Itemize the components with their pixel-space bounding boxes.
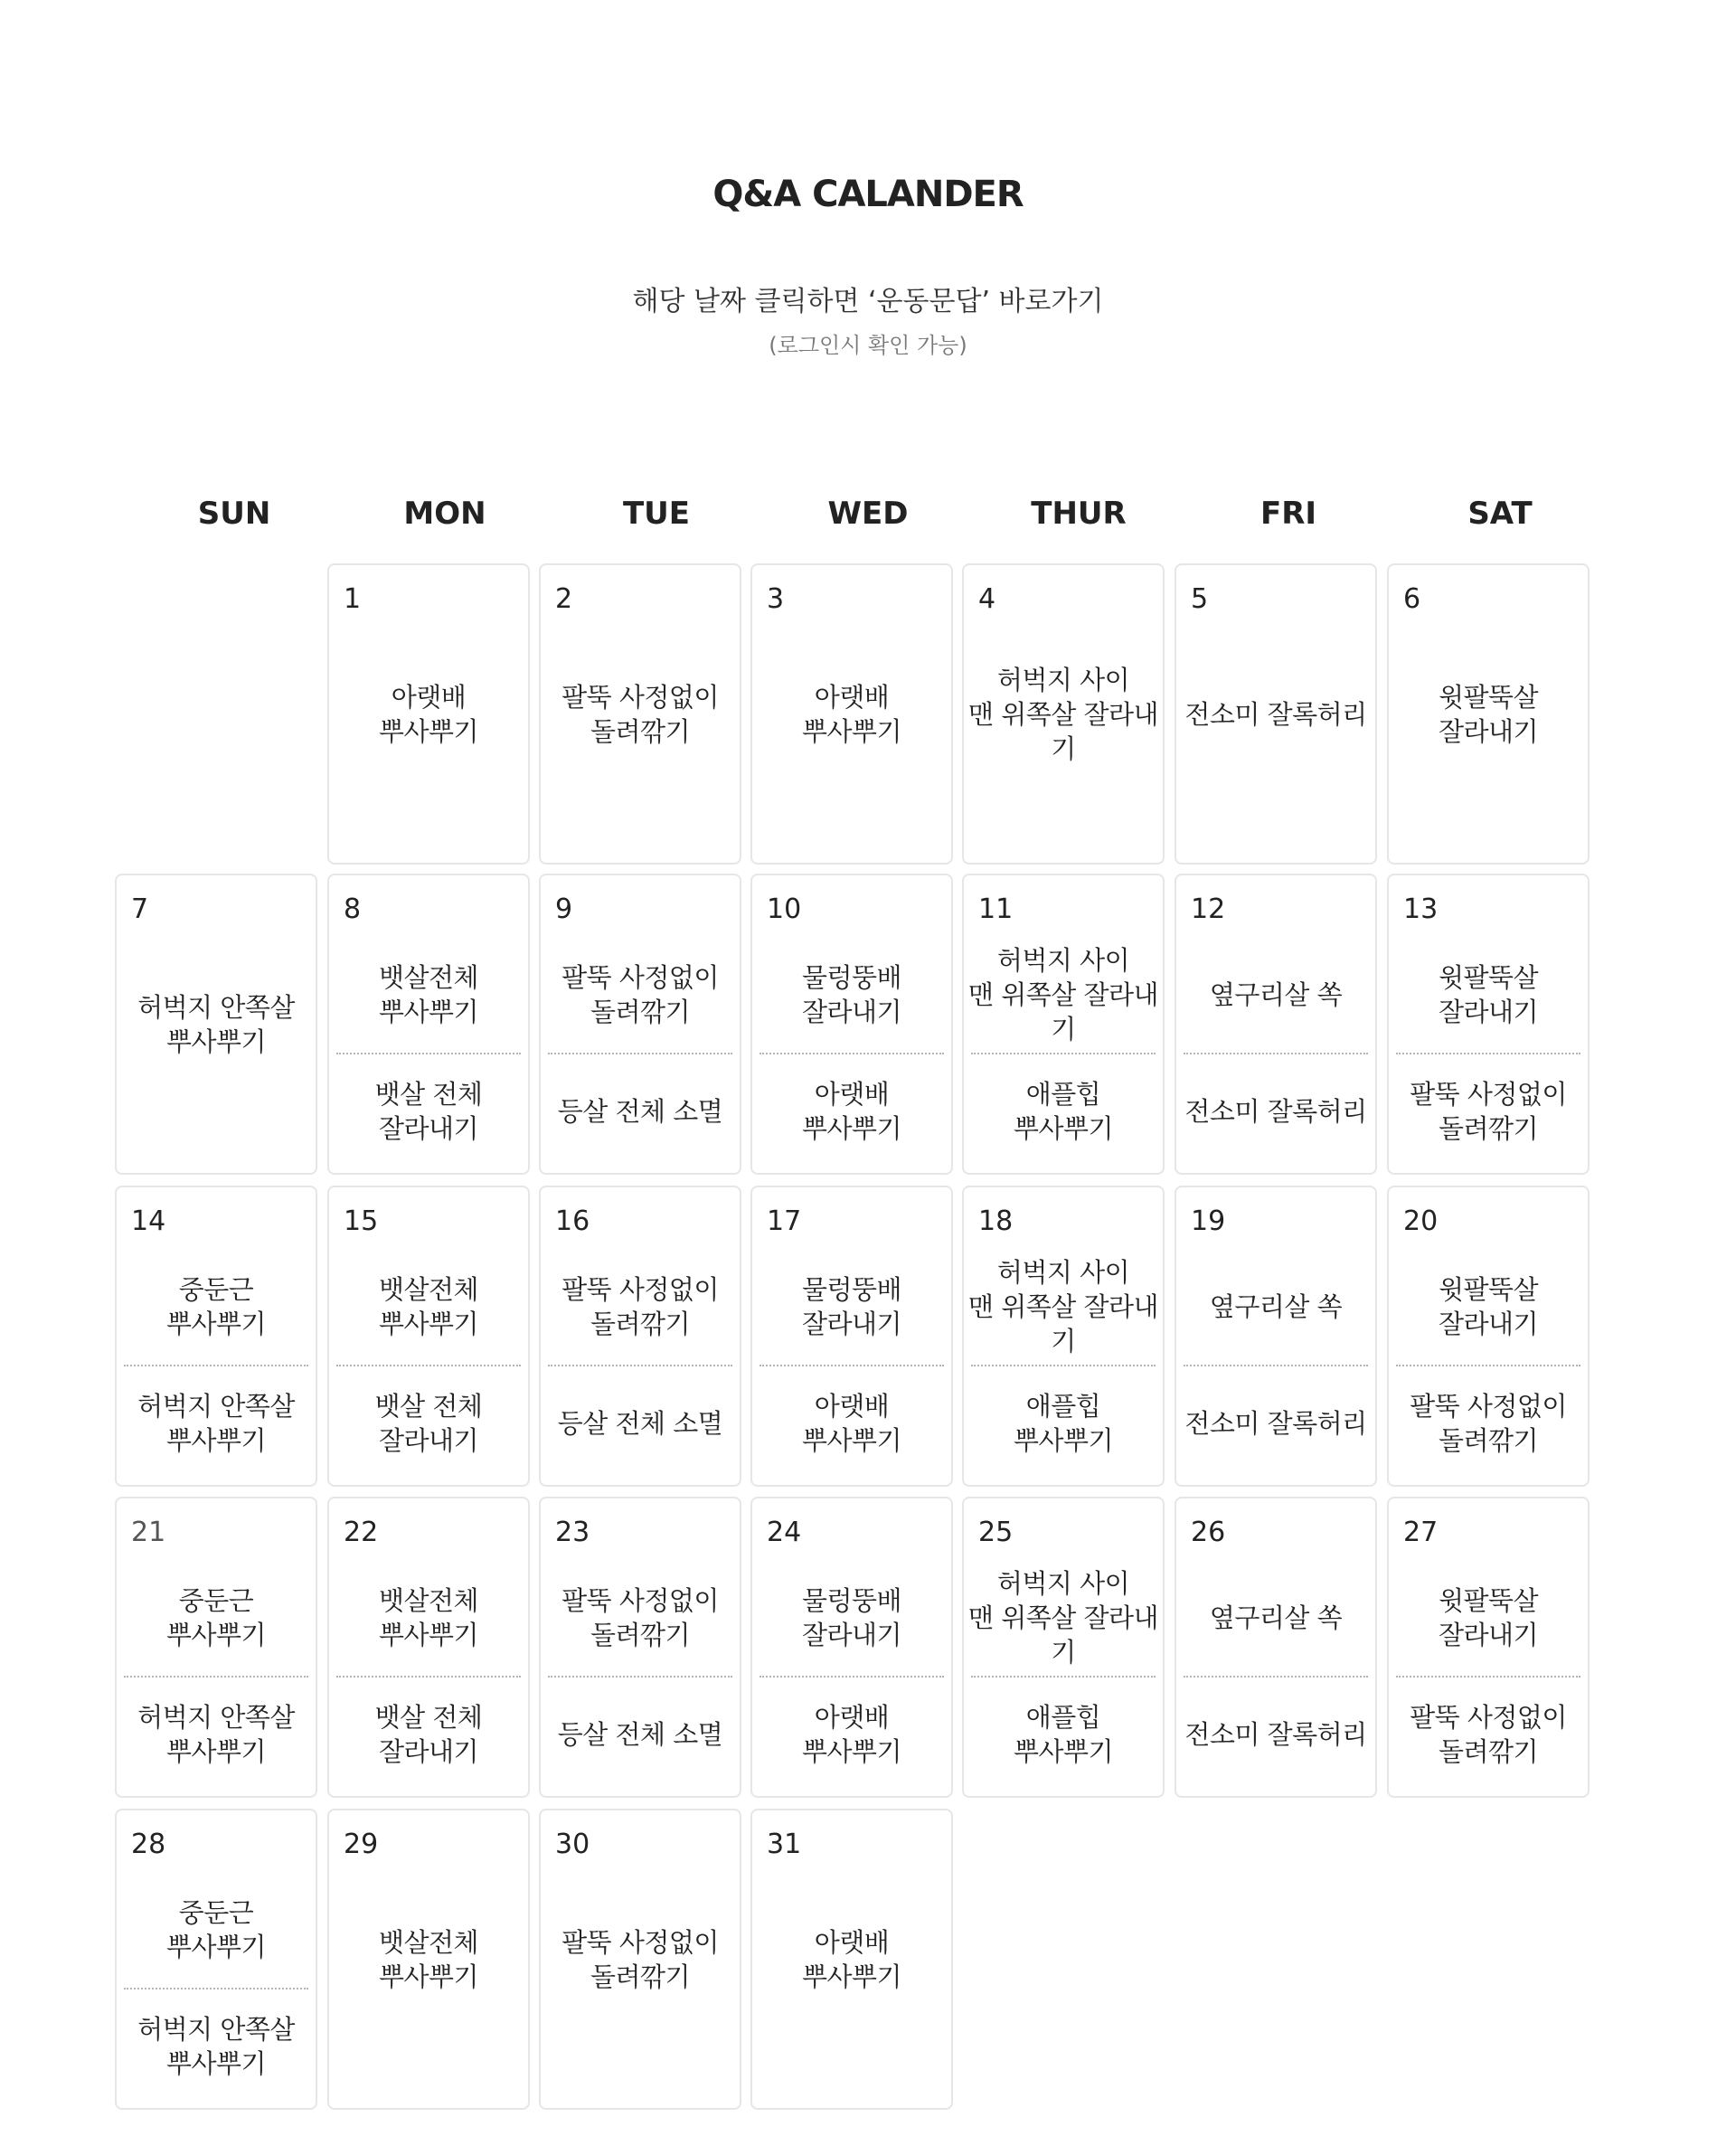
exercise-entry-bottom[interactable]: 아랫배 뿌사뿌기 bbox=[801, 1391, 902, 1456]
exercise-entry-bottom[interactable]: 등살 전체 소멸 bbox=[557, 1408, 723, 1439]
page-title: Q&A CALANDER bbox=[712, 174, 1024, 215]
exercise-entry-bottom[interactable]: 등살 전체 소멸 bbox=[557, 1096, 723, 1127]
date-number: 22 bbox=[344, 1517, 379, 1548]
date-number: 1 bbox=[344, 583, 362, 615]
day-cell-19[interactable] bbox=[1175, 1186, 1377, 1487]
day-cell-20[interactable] bbox=[1387, 1186, 1590, 1487]
entry-divider bbox=[1396, 1676, 1580, 1678]
exercise-entry-top[interactable]: 물렁뚱배 잘라내기 bbox=[801, 962, 902, 1027]
date-number: 5 bbox=[1191, 583, 1209, 615]
entry-divider bbox=[971, 1053, 1156, 1054]
entry-divider bbox=[1396, 1365, 1580, 1366]
exercise-entry-bottom[interactable]: 뱃살 전체 잘라내기 bbox=[374, 1079, 483, 1144]
weekday-fri: FRI bbox=[1260, 496, 1317, 532]
page-subtitle: 해당 날짜 클릭하면 ‘운동문답’ 바로가기 bbox=[632, 286, 1104, 317]
entry-divider bbox=[1396, 1053, 1580, 1054]
exercise-entry-bottom[interactable]: 팔뚝 사정없이 돌려깎기 bbox=[1410, 1702, 1567, 1767]
date-number: 12 bbox=[1191, 893, 1226, 925]
date-number: 30 bbox=[555, 1829, 590, 1860]
exercise-entry-top[interactable]: 허벅지 사이 맨 위쪽살 잘라내기 bbox=[967, 1568, 1159, 1668]
date-number: 3 bbox=[767, 583, 785, 615]
exercise-entry[interactable]: 아랫배 뿌사뿌기 bbox=[801, 681, 902, 747]
exercise-entry-top[interactable]: 윗팔뚝살 잘라내기 bbox=[1438, 1585, 1539, 1650]
date-number: 28 bbox=[131, 1829, 166, 1860]
exercise-entry-top[interactable]: 중둔근 뿌사뿌기 bbox=[165, 1897, 267, 1962]
weekday-thur: THUR bbox=[1031, 496, 1127, 532]
day-cell-2[interactable] bbox=[539, 563, 741, 865]
exercise-entry-top[interactable]: 중둔근 뿌사뿌기 bbox=[165, 1585, 267, 1650]
day-cell-13[interactable] bbox=[1387, 874, 1590, 1175]
exercise-entry-top[interactable]: 뱃살전체 뿌사뿌기 bbox=[378, 962, 479, 1027]
date-number: 14 bbox=[131, 1205, 166, 1237]
entry-divider bbox=[336, 1365, 521, 1366]
entry-divider bbox=[1184, 1365, 1368, 1366]
exercise-entry[interactable]: 허벅지 사이 맨 위쪽살 잘라내기 bbox=[967, 664, 1159, 764]
exercise-entry-top[interactable]: 옆구리살 쏙 bbox=[1209, 1291, 1343, 1322]
exercise-entry-bottom[interactable]: 애플힙 뿌사뿌기 bbox=[1013, 1702, 1114, 1767]
day-cell-9[interactable] bbox=[539, 874, 741, 1175]
date-number: 10 bbox=[767, 893, 802, 925]
exercise-entry[interactable]: 전소미 잘록허리 bbox=[1184, 698, 1367, 730]
date-number: 19 bbox=[1191, 1205, 1226, 1237]
date-number: 9 bbox=[555, 893, 573, 925]
day-cell-17[interactable] bbox=[750, 1186, 953, 1487]
exercise-entry-bottom[interactable]: 전소미 잘록허리 bbox=[1184, 1096, 1367, 1127]
weekday-mon: MON bbox=[403, 496, 486, 532]
day-cell-18[interactable] bbox=[962, 1186, 1165, 1487]
day-cell-23[interactable] bbox=[539, 1497, 741, 1798]
day-cell-14[interactable] bbox=[115, 1186, 317, 1487]
exercise-entry-bottom[interactable]: 허벅지 안쪽살 뿌사뿌기 bbox=[137, 1391, 295, 1456]
exercise-entry-bottom[interactable]: 애플힙 뿌사뿌기 bbox=[1013, 1079, 1114, 1144]
exercise-entry[interactable]: 팔뚝 사정없이 돌려깎기 bbox=[561, 1926, 719, 1992]
date-number: 20 bbox=[1403, 1205, 1439, 1237]
weekday-sat: SAT bbox=[1467, 496, 1533, 532]
date-number: 21 bbox=[131, 1517, 166, 1548]
date-number: 31 bbox=[767, 1829, 802, 1860]
exercise-entry-bottom[interactable]: 허벅지 안쪽살 뿌사뿌기 bbox=[137, 1702, 295, 1767]
exercise-entry[interactable]: 뱃살전체 뿌사뿌기 bbox=[378, 1926, 479, 1992]
weekday-sun: SUN bbox=[197, 496, 271, 532]
day-cell-28[interactable] bbox=[115, 1809, 317, 2110]
exercise-entry[interactable]: 아랫배 뿌사뿌기 bbox=[378, 681, 479, 747]
day-cell-3[interactable] bbox=[750, 563, 953, 865]
entry-divider bbox=[760, 1365, 944, 1366]
date-number: 4 bbox=[978, 583, 996, 615]
exercise-entry-top[interactable]: 윗팔뚝살 잘라내기 bbox=[1438, 962, 1539, 1027]
weekday-wed: WED bbox=[827, 496, 909, 532]
day-cell-27[interactable] bbox=[1387, 1497, 1590, 1798]
weekday-tue: TUE bbox=[622, 496, 691, 532]
date-number: 27 bbox=[1403, 1517, 1439, 1548]
entry-divider bbox=[336, 1676, 521, 1678]
date-number: 8 bbox=[344, 893, 362, 925]
exercise-entry-bottom[interactable]: 등살 전체 소멸 bbox=[557, 1719, 723, 1750]
exercise-entry-top[interactable]: 물렁뚱배 잘라내기 bbox=[801, 1585, 902, 1650]
entry-divider bbox=[548, 1676, 732, 1678]
date-number: 26 bbox=[1191, 1517, 1226, 1548]
date-number: 7 bbox=[131, 893, 149, 925]
day-cell-26[interactable] bbox=[1175, 1497, 1377, 1798]
entry-divider bbox=[971, 1365, 1156, 1366]
exercise-entry-bottom[interactable]: 뱃살 전체 잘라내기 bbox=[374, 1702, 483, 1767]
day-cell-25[interactable] bbox=[962, 1497, 1165, 1798]
day-cell-22[interactable] bbox=[327, 1497, 530, 1798]
date-number: 15 bbox=[344, 1205, 379, 1237]
date-number: 18 bbox=[978, 1205, 1014, 1237]
exercise-entry[interactable]: 팔뚝 사정없이 돌려깎기 bbox=[561, 681, 719, 747]
exercise-entry-bottom[interactable]: 허벅지 안쪽살 뿌사뿌기 bbox=[137, 2014, 295, 2079]
entry-divider bbox=[336, 1053, 521, 1054]
entry-divider bbox=[548, 1053, 732, 1054]
date-number: 13 bbox=[1403, 893, 1439, 925]
exercise-entry-bottom[interactable]: 뱃살 전체 잘라내기 bbox=[374, 1391, 483, 1456]
login-note: (로그인시 확인 가능) bbox=[769, 333, 967, 358]
exercise-entry-top[interactable]: 중둔근 뿌사뿌기 bbox=[165, 1274, 267, 1339]
entry-divider bbox=[760, 1053, 944, 1054]
entry-divider bbox=[124, 1365, 308, 1366]
date-number: 6 bbox=[1403, 583, 1421, 615]
date-number: 25 bbox=[978, 1517, 1014, 1548]
day-cell-10[interactable] bbox=[750, 874, 953, 1175]
exercise-entry-top[interactable]: 윗팔뚝살 잘라내기 bbox=[1438, 1274, 1539, 1339]
exercise-entry-bottom[interactable]: 전소미 잘록허리 bbox=[1184, 1719, 1367, 1750]
entry-divider bbox=[1184, 1676, 1368, 1678]
day-cell-15[interactable] bbox=[327, 1186, 530, 1487]
exercise-entry-top[interactable]: 뱃살전체 뿌사뿌기 bbox=[378, 1585, 479, 1650]
exercise-entry-bottom[interactable]: 애플힙 뿌사뿌기 bbox=[1013, 1391, 1114, 1456]
day-cell-8[interactable] bbox=[327, 874, 530, 1175]
day-cell-31[interactable] bbox=[750, 1809, 953, 2110]
day-cell-6[interactable] bbox=[1387, 563, 1590, 865]
exercise-entry-top[interactable]: 옆구리살 쏙 bbox=[1209, 1602, 1343, 1633]
day-cell-16[interactable] bbox=[539, 1186, 741, 1487]
exercise-entry-bottom[interactable]: 아랫배 뿌사뿌기 bbox=[801, 1702, 902, 1767]
day-cell-7[interactable] bbox=[115, 874, 317, 1175]
date-number: 23 bbox=[555, 1517, 590, 1548]
exercise-entry-top[interactable]: 팔뚝 사정없이 돌려깎기 bbox=[561, 1585, 719, 1650]
exercise-entry-bottom[interactable]: 팔뚝 사정없이 돌려깎기 bbox=[1410, 1079, 1567, 1144]
entry-divider bbox=[971, 1676, 1156, 1678]
exercise-entry-top[interactable]: 물렁뚱배 잘라내기 bbox=[801, 1274, 902, 1339]
entry-divider bbox=[548, 1365, 732, 1366]
date-number: 11 bbox=[978, 893, 1014, 925]
day-cell-24[interactable] bbox=[750, 1497, 953, 1798]
exercise-entry-top[interactable]: 허벅지 사이 맨 위쪽살 잘라내기 bbox=[967, 945, 1159, 1044]
exercise-entry-top[interactable]: 팔뚝 사정없이 돌려깎기 bbox=[561, 1274, 719, 1339]
day-cell-21[interactable] bbox=[115, 1497, 317, 1798]
day-cell-30[interactable] bbox=[539, 1809, 741, 2110]
exercise-entry-top[interactable]: 뱃살전체 뿌사뿌기 bbox=[378, 1274, 479, 1339]
date-number: 16 bbox=[555, 1205, 590, 1237]
day-cell-4[interactable] bbox=[962, 563, 1165, 865]
exercise-entry-bottom[interactable]: 아랫배 뿌사뿌기 bbox=[801, 1079, 902, 1144]
entry-divider bbox=[1184, 1053, 1368, 1054]
date-number: 24 bbox=[767, 1517, 802, 1548]
day-cell-11[interactable] bbox=[962, 874, 1165, 1175]
exercise-entry-top[interactable]: 허벅지 사이 맨 위쪽살 잘라내기 bbox=[967, 1257, 1159, 1356]
day-cell-12[interactable] bbox=[1175, 874, 1377, 1175]
exercise-entry[interactable]: 아랫배 뿌사뿌기 bbox=[801, 1926, 902, 1992]
exercise-entry-top[interactable]: 팔뚝 사정없이 돌려깎기 bbox=[561, 962, 719, 1027]
entry-divider bbox=[124, 1676, 308, 1678]
day-cell-1[interactable] bbox=[327, 563, 530, 865]
exercise-entry[interactable]: 윗팔뚝살 잘라내기 bbox=[1438, 681, 1539, 747]
exercise-entry-bottom[interactable]: 팔뚝 사정없이 돌려깎기 bbox=[1410, 1391, 1567, 1456]
day-cell-29[interactable] bbox=[327, 1809, 530, 2110]
date-number: 17 bbox=[767, 1205, 802, 1237]
entry-divider bbox=[760, 1676, 944, 1678]
date-number: 29 bbox=[344, 1829, 379, 1860]
date-number: 2 bbox=[555, 583, 573, 615]
exercise-entry[interactable]: 허벅지 안쪽살 뿌사뿌기 bbox=[137, 991, 295, 1057]
exercise-entry-top[interactable]: 옆구리살 쏙 bbox=[1209, 979, 1343, 1010]
exercise-entry-bottom[interactable]: 전소미 잘록허리 bbox=[1184, 1408, 1367, 1439]
entry-divider bbox=[124, 1988, 308, 1990]
day-cell-5[interactable] bbox=[1175, 563, 1377, 865]
